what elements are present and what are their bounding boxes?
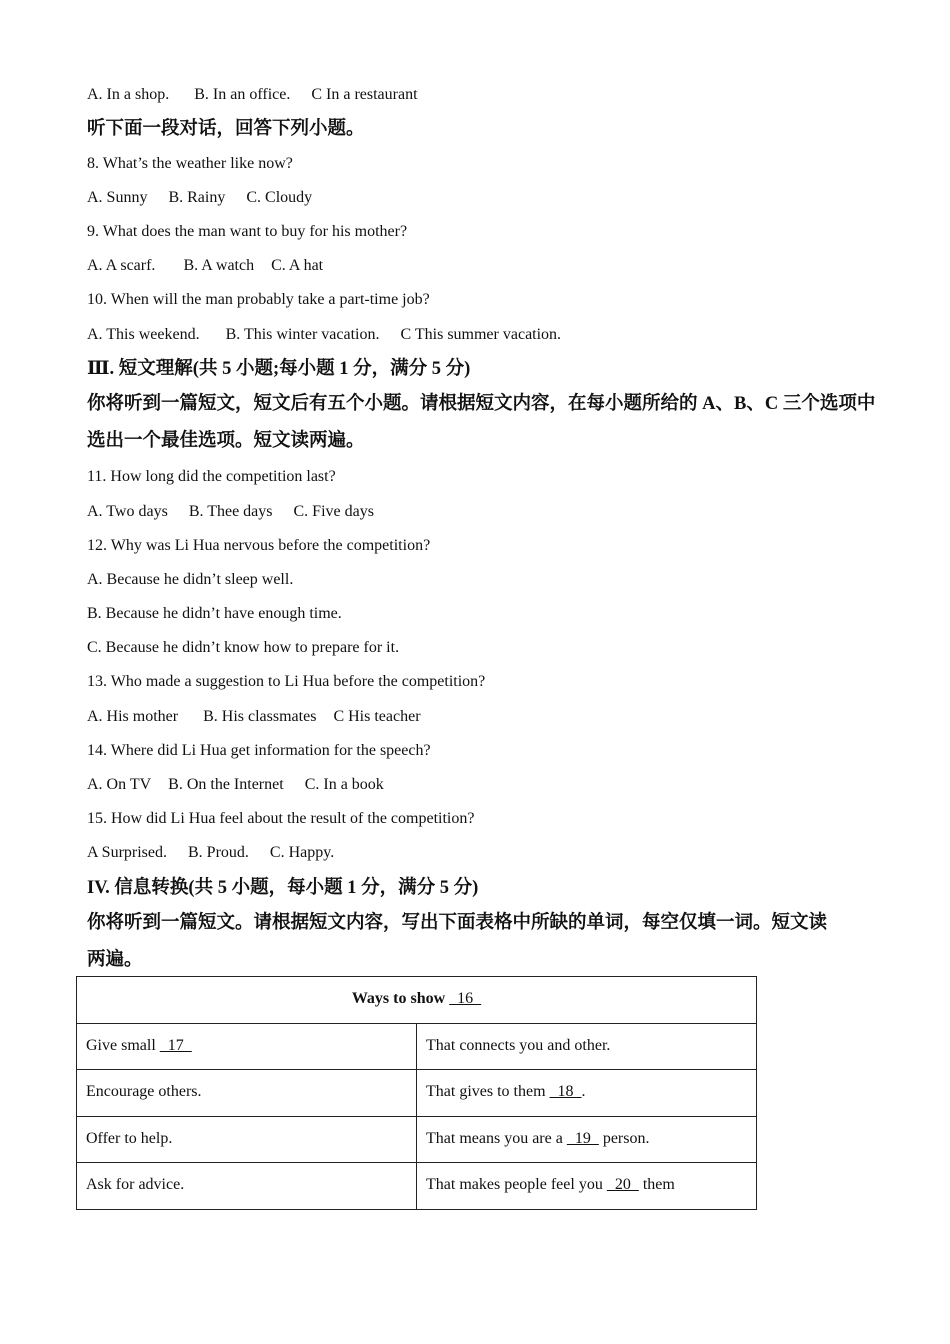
q12-option-b: B. Because he didn’t have enough time. <box>87 605 342 623</box>
table-cell-right <box>417 1070 757 1117</box>
q14-option-c: C. In a book <box>304 776 384 793</box>
q14-options <box>87 768 877 802</box>
q10-option-b: B. This winter vacation. <box>225 325 380 343</box>
table-cell-left <box>77 1023 417 1070</box>
table-row <box>77 1116 757 1163</box>
blank-18: 18 <box>549 1083 582 1100</box>
table-cell-right <box>417 1023 757 1070</box>
q9-option-c: C. A hat <box>271 257 324 275</box>
section4-instruction-line2: 两遍。 <box>87 950 143 971</box>
table-row <box>77 1023 757 1070</box>
q10-option-c: C This summer vacation. <box>400 325 562 343</box>
q15-option-c: C. Happy. <box>269 844 335 862</box>
q7-option-a: A. In a shop. <box>87 86 170 103</box>
table-row <box>77 1070 757 1117</box>
exam-page <box>87 78 877 979</box>
cell-text: Ask for advice. <box>86 1176 185 1193</box>
q15-options <box>87 836 877 870</box>
section4-instruction-line1: 你将听到一篇短文。请根据短文内容，写出下面表格中所缺的单词，每空仅填一词。短文读 <box>87 913 828 934</box>
q13-option-b: B. His classmates <box>203 707 317 725</box>
table-title-text: Ways to show <box>351 990 450 1007</box>
question-11: 11. How long did the competition last? <box>87 468 336 486</box>
q8-option-a: A. Sunny <box>87 188 148 206</box>
q7-options <box>87 78 877 112</box>
cell-text: Give small <box>86 1036 160 1054</box>
table-title-row <box>77 977 757 1024</box>
q7-option-c: C In a restaurant <box>311 86 418 103</box>
q9-option-b: B. A watch <box>183 257 255 275</box>
table-cell-left <box>77 1116 417 1163</box>
q11-options <box>87 495 877 529</box>
q11-option-c: C. Five days <box>293 502 374 520</box>
section3-heading: Ⅲ. 短文理解(共 5 小题;每小题 1 分，满分 5 分) <box>87 358 471 379</box>
cell-text: That gives to them <box>426 1083 550 1100</box>
q8-option-c: C. Cloudy <box>246 188 313 206</box>
q8-options <box>87 181 877 215</box>
question-14: 14. Where did Li Hua get information for the speech? <box>87 741 431 759</box>
q8-option-b: B. Rainy <box>168 188 226 206</box>
q14-option-a: A. On TV <box>87 776 152 793</box>
q15-option-b: B. Proud. <box>188 844 249 862</box>
q15-option-a: A Surprised. <box>87 844 167 862</box>
section4-heading: IV. 信息转换(共 5 小题，每小题 1 分，满分 5 分) <box>87 877 479 898</box>
blank-19: 19 <box>566 1129 599 1147</box>
dialog-instruction: 听下面一段对话，回答下列小题。 <box>87 119 365 140</box>
question-15: 15. How did Li Hua feel about the result of the competition? <box>87 810 475 828</box>
q13-options <box>87 700 877 734</box>
q13-option-c: C His teacher <box>333 707 421 725</box>
cell-text: That makes people feel you <box>426 1176 607 1193</box>
blank-16: 16 <box>449 990 482 1007</box>
q12-option-a: A. Because he didn’t sleep well. <box>87 570 294 588</box>
question-10: 10. When will the man probably take a part-time job? <box>87 291 430 309</box>
q10-options <box>87 318 877 352</box>
q12-option-c: C. Because he didn’t know how to prepare for it. <box>87 639 400 657</box>
q9-option-a: A. A scarf. <box>87 257 156 275</box>
q9-options <box>87 249 877 283</box>
table-cell-left <box>77 1070 417 1117</box>
table-title <box>77 977 757 1024</box>
q11-option-b: B. Thee days <box>188 502 273 520</box>
question-12: 12. Why was Li Hua nervous before the competition? <box>87 536 431 554</box>
q10-option-a: A. This weekend. <box>87 325 200 343</box>
cell-text: That means you are a <box>426 1129 567 1147</box>
table-row <box>77 1163 757 1210</box>
question-8: 8. What’s the weather like now? <box>87 154 293 172</box>
table-cell-left <box>77 1163 417 1210</box>
q7-option-b: B. In an office. <box>194 86 291 103</box>
q14-option-b: B. On the Internet <box>168 776 284 793</box>
q11-option-a: A. Two days <box>87 502 168 520</box>
cell-text-after: person. <box>598 1129 650 1147</box>
blank-17: 17 <box>159 1036 192 1054</box>
q13-option-a: A. His mother <box>87 707 179 725</box>
info-table <box>76 976 757 1210</box>
cell-text: Encourage others. <box>86 1083 202 1100</box>
cell-text-after: them <box>638 1176 675 1193</box>
cell-text: Offer to help. <box>86 1129 173 1147</box>
cell-text-after: . <box>581 1083 586 1100</box>
table-cell-right <box>417 1116 757 1163</box>
blank-20: 20 <box>606 1176 639 1193</box>
cell-text: That connects you and other. <box>426 1036 611 1054</box>
table-cell-right <box>417 1163 757 1210</box>
question-13: 13. Who made a suggestion to Li Hua before the competition? <box>87 673 486 691</box>
question-9: 9. What does the man want to buy for his mother? <box>87 223 408 241</box>
section3-instruction: 你将听到一篇短文，短文后有五个小题。请根据短文内容，在每小题所给的 A、B、C 三个选项中选出一个最佳选项。短文读两遍。 <box>87 394 876 452</box>
